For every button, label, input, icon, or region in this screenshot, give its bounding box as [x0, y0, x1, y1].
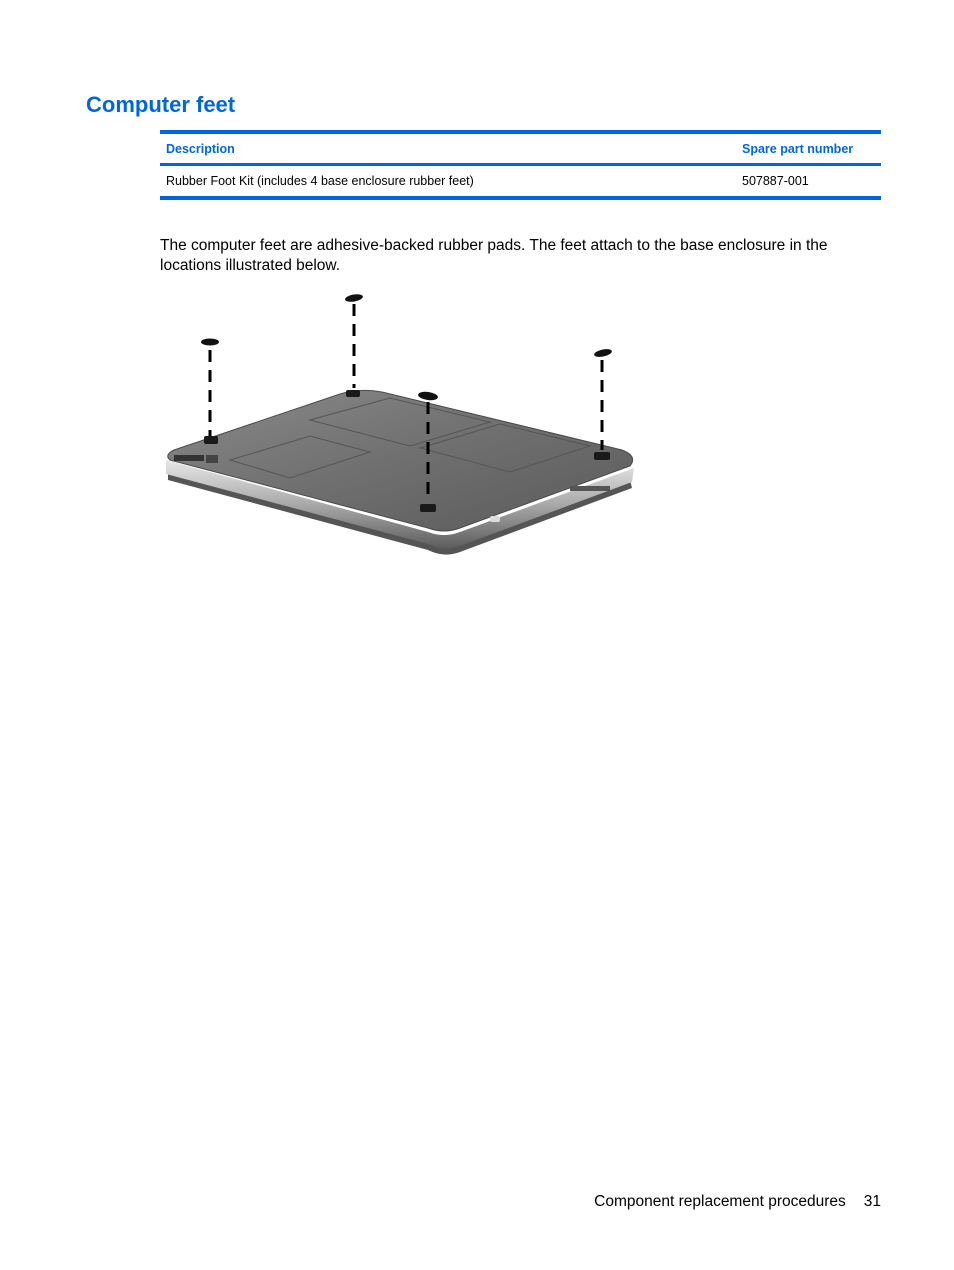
- spare-parts-table: [160, 130, 881, 200]
- cell-description: Rubber Foot Kit (includes 4 base enclosure rubber feet): [160, 165, 736, 199]
- table-header-row: [160, 132, 881, 165]
- rubber-foot-icons: [201, 293, 613, 401]
- page-number: 31: [863, 1193, 881, 1210]
- rubber-foot-3-icon: [418, 391, 439, 402]
- body-paragraph: The computer feet are adhesive-backed rubber pads. The feet attach to the base enclosure in the locations illustrated below.: [160, 237, 828, 274]
- rubber-foot-1-icon: [201, 339, 219, 346]
- footer-section-title: Component replacement procedures: [594, 1193, 846, 1210]
- page-footer: [594, 1193, 881, 1211]
- page-title: Computer feet: [86, 92, 236, 117]
- rubber-foot-4-icon: [593, 348, 612, 359]
- cell-spare-part-number: 507887-001: [736, 165, 881, 199]
- rubber-foot-2-icon: [345, 293, 364, 303]
- laptop-bottom-rubber-feet-illustration: [160, 290, 642, 558]
- header-description: Description: [160, 132, 736, 165]
- laptop-base-shape: [166, 390, 634, 554]
- header-spare-part-number: Spare part number: [736, 132, 881, 165]
- table-row: [160, 165, 881, 199]
